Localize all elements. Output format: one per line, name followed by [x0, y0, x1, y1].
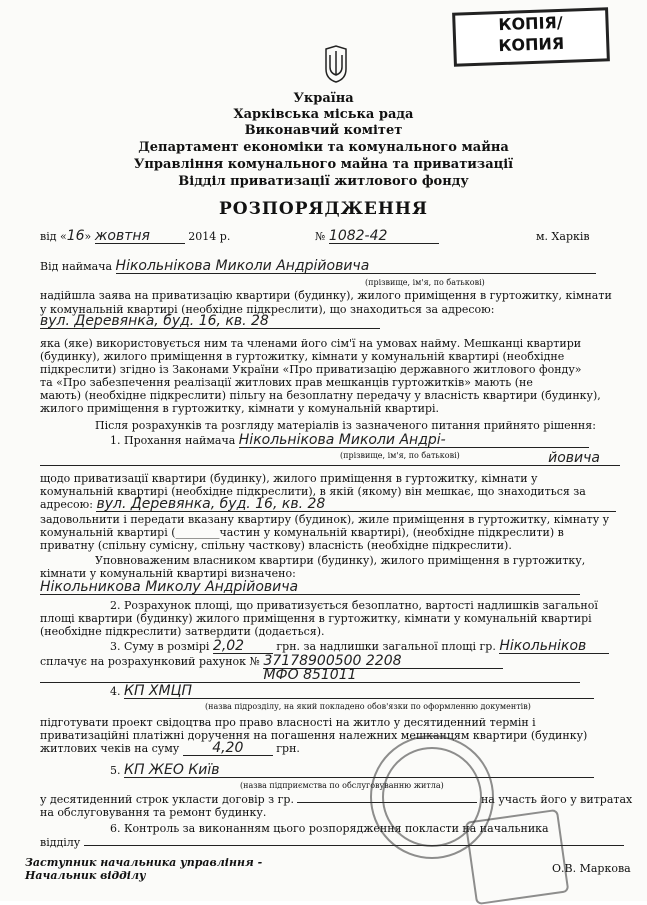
sum-mid: грн. за надлишки загальної площі гр. — [276, 640, 496, 653]
account-label: сплачує на розрахунковий рахунок № — [40, 655, 260, 668]
text-line: 6. Контроль за виконанням цього розпорядження покласти на начальника — [110, 822, 549, 835]
decision-1-name: Нікольнікова Миколи Андрі- — [239, 434, 589, 448]
text-line: та «Про забезпечення реалізації житлових прав мешканців гуртожитків» мають (не — [40, 376, 533, 389]
date-day: 16 — [66, 228, 85, 244]
applicant-line — [40, 260, 596, 274]
text-line: підкреслити) згідно із Законами України «Про приватизацію державного житлового фонду» — [40, 363, 582, 376]
account-number: 37178900500 2208 — [263, 655, 503, 669]
date-month: жовтня — [95, 230, 185, 244]
cheques-line — [40, 742, 300, 756]
date-line — [40, 230, 230, 244]
date-mid: » — [84, 230, 92, 243]
sum-payer: Нікольніков — [499, 640, 609, 654]
decision-4-hint: (назва підрозділу, на який покладено обов'язки по оформленню документів) — [205, 702, 531, 711]
sum-amount: 2,02 — [213, 640, 273, 654]
date-year: 2014 — [188, 230, 217, 243]
decision-5-label: 5. — [110, 764, 121, 777]
cheques-amount: 4,20 — [183, 742, 273, 756]
text-line: підготувати проект свідоцтва про право власності на житло у десятиденний термін і — [40, 716, 536, 729]
decision-4-label: 4. — [110, 685, 121, 698]
city: м. Харків — [536, 230, 590, 243]
text-line: кімнати у комунальній квартирі визначено: — [40, 567, 296, 580]
owner-line — [40, 581, 580, 595]
cheques-suffix: грн. — [276, 742, 300, 755]
text-line: яка (яке) використовується ним та членами його сім'ї на умовах найму. Мешканці квартири — [40, 337, 582, 350]
address-line — [40, 315, 380, 329]
text-line: задовольнити і передати вказану квартиру (будинок), жиле приміщення в гуртожитку, кімнату у — [40, 513, 610, 526]
decision-5-hint: (назва підприємства по обслуговуванню житла) — [240, 781, 444, 790]
decision-4-org: КП ХМЦП — [124, 685, 594, 699]
signature-title-1: Заступник начальника управління - — [25, 856, 263, 869]
decision-1-hint: (прізвище, ім'я, по батькові) — [340, 451, 460, 460]
decision-1-name-end: йовича — [40, 452, 620, 466]
applicant-hint: (прізвище, ім'я, по батькові) — [365, 278, 485, 287]
address-handwritten: вул. Деревянка, буд. 16, кв. 28 — [40, 315, 380, 329]
signature-title-2: Начальник відділу — [25, 869, 146, 882]
address-2-handwritten: вул. Деревянка, буд. 16, кв. 28 — [96, 498, 616, 512]
text-line: (необхідне підкреслити) затвердити (додається). — [40, 625, 325, 638]
stamp-line-1: КОПІЯ/ — [498, 12, 563, 35]
text-line: жилого приміщення в гуртожитку, кімнати у комунальній квартирі. — [40, 402, 440, 415]
number-line — [315, 230, 439, 244]
mfo-line — [40, 669, 580, 683]
address-2-line — [40, 498, 616, 512]
text-line: мають) (необхідне підкреслити) пільгу на безоплатну передачу у власність квартири (будинку), — [40, 389, 601, 402]
header-section: Відділ приватизації житлового фонду — [178, 174, 469, 189]
sum-line — [110, 640, 609, 654]
address-2-label: адресою: — [40, 498, 93, 511]
header-council: Харківська міська рада — [233, 107, 414, 122]
contract-line — [40, 793, 632, 806]
trident-emblem-icon — [322, 45, 350, 83]
rectangular-seal-icon — [465, 809, 570, 905]
owner-name: Нікольникова Миколу Андрійовича — [40, 581, 580, 595]
decision-1-label: 1. Прохання наймача — [110, 434, 236, 447]
mfo-code: МФО 851011 — [40, 669, 580, 683]
applicant-name: Нікольнікова Миколи Андрійовича — [116, 260, 596, 274]
header-country: Україна — [293, 91, 354, 106]
text-line: Уповноваженим власником квартири (будинку), жилого приміщення в гуртожитку, — [95, 554, 586, 567]
text-line: Після розрахунків та розгляду матеріалів із зазначеного питання прийнято рішення: — [95, 419, 596, 432]
text-line: 2. Розрахунок площі, що приватизується безоплатно, вартості надлишків загальної — [110, 599, 598, 612]
contract-label: у десятиденний строк укласти договір з гр. — [40, 793, 294, 806]
text-line: на обслуговування та ремонт будинку. — [40, 806, 267, 819]
decision-5-line — [110, 764, 594, 778]
header-office: Управління комунального майна та приватизації — [133, 157, 514, 172]
contract-suffix: на участь його у витратах — [480, 793, 633, 806]
header-department: Департамент економіки та комунального майна — [138, 140, 509, 155]
cheques-label: житлових чеків на суму — [40, 742, 180, 755]
text-line: (будинку), жилого приміщення в гуртожитку, кімнати у комунальній квартирі (необхідне — [40, 350, 565, 363]
signature-name: О.В. Маркова — [552, 862, 631, 875]
decision-4-line — [110, 685, 594, 699]
sum-label: 3. Суму в розмірі — [110, 640, 210, 653]
department-label: відділу — [40, 836, 81, 849]
number-label: № — [315, 230, 326, 243]
text-line: надійшла заява на приватизацію квартири (будинку), жилого приміщення в гуртожитку, кімнати — [40, 289, 612, 302]
document-title: РОЗПОРЯДЖЕННЯ — [219, 199, 428, 219]
copy-stamp — [452, 7, 610, 66]
applicant-label: Від наймача — [40, 260, 113, 273]
date-suffix: р. — [219, 230, 231, 243]
text-line: приватизаційні платіжні доручення на погашення належних мешканцям квартири (будинку) — [40, 729, 588, 742]
text-line: комунальній квартирі (необхідне підкреслити), в якій (якому) він мешкає, що знаходиться за — [40, 485, 586, 498]
document-number: 1082-42 — [329, 230, 439, 244]
text-line: щодо приватизації квартири (будинку), жилого приміщення в гуртожитку, кімнати у — [40, 472, 538, 485]
text-line: у комунальній квартирі (необхідне підкреслити), що знаходиться за адресою: — [40, 303, 495, 316]
decision-1-line — [110, 434, 589, 448]
decision-5-org: КП ЖЕО Київ — [124, 764, 594, 778]
text-line: площі квартири (будинку) жилого приміщення в гуртожитку, кімнати у комунальній квартирі — [40, 612, 592, 625]
date-prefix: від « — [40, 230, 67, 243]
decision-1-name-cont — [40, 452, 620, 466]
stamp-line-2: КОПИЯ — [498, 33, 565, 56]
text-line: комунальній квартирі (________частин у комунальній квартирі), (необхідне підкреслити) в — [40, 526, 564, 539]
text-line: приватну (спільну сумісну, спільну часткову) власність (необхідне підкреслити). — [40, 539, 512, 552]
header-committee: Виконавчий комітет — [244, 123, 403, 138]
